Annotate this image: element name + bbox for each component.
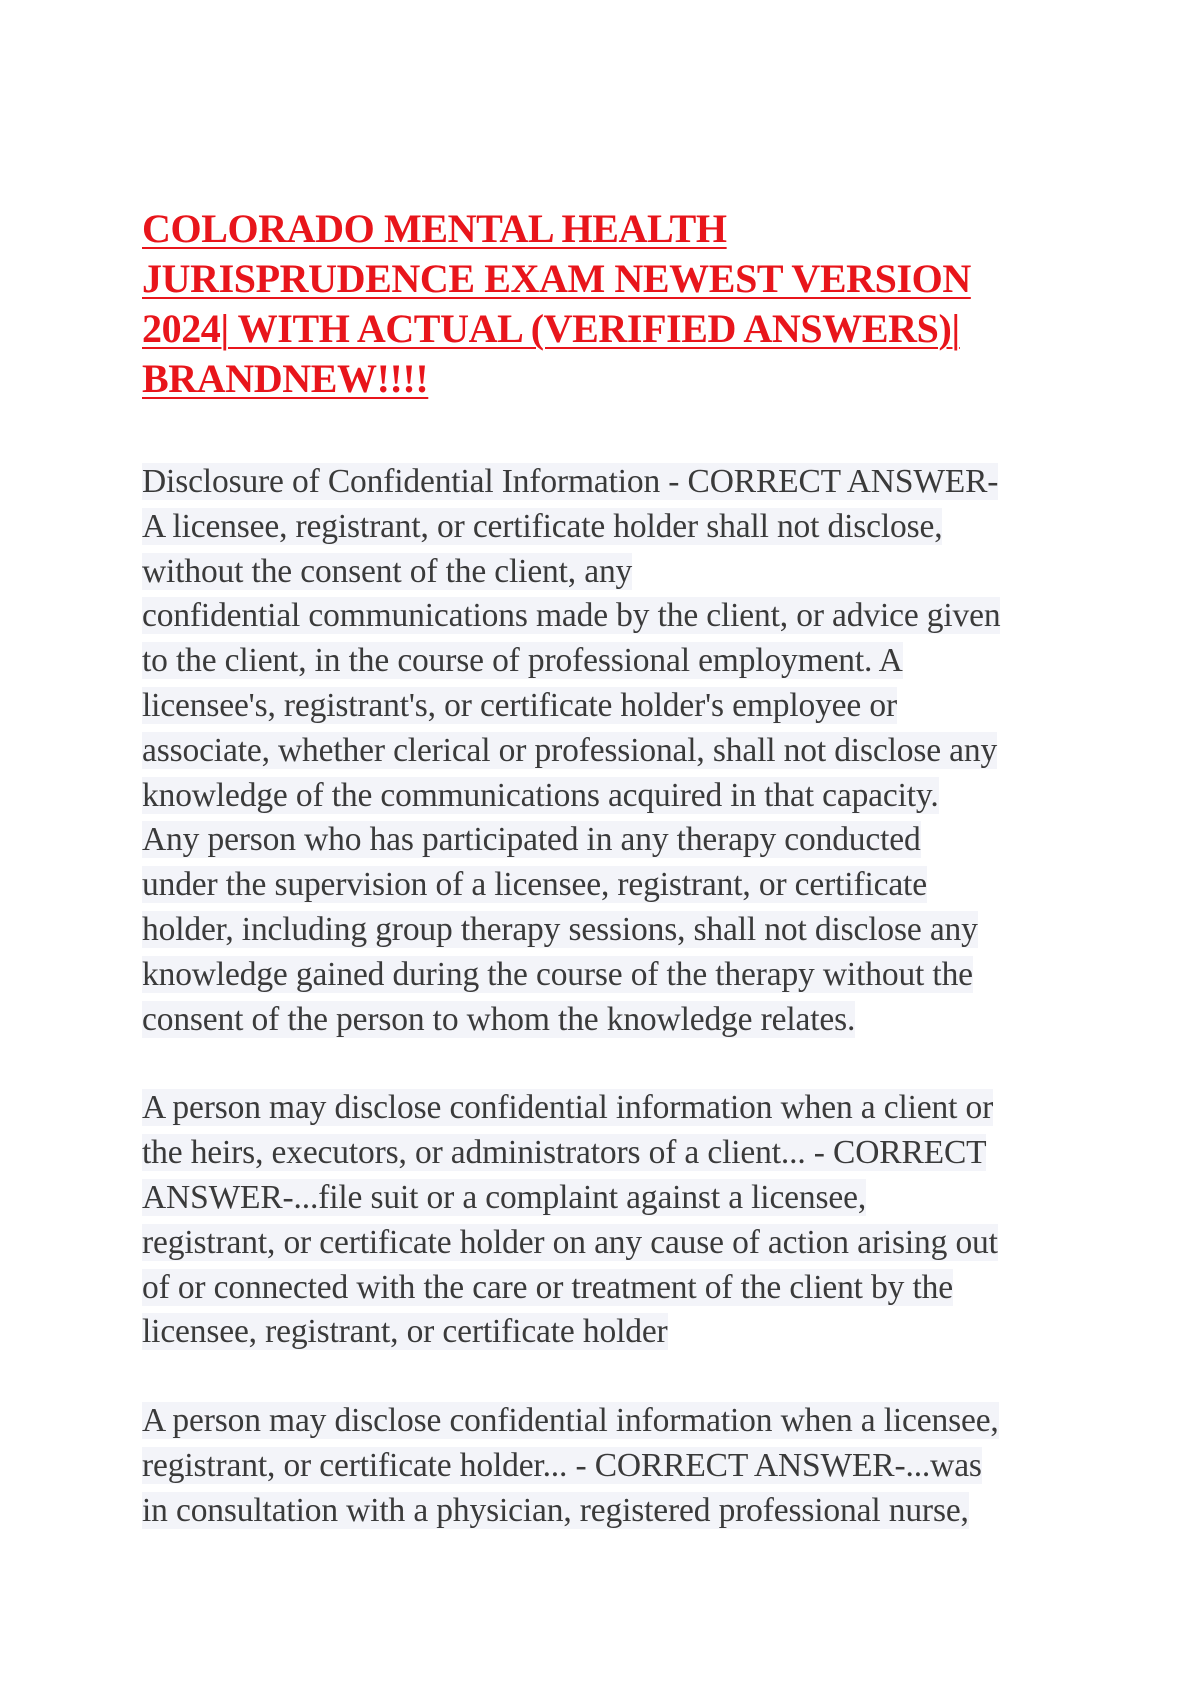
qa-line: knowledge gained during the course of the therapy without the (142, 955, 973, 993)
document-content (142, 204, 1062, 1578)
qa-item-disclosure-confidential-information (142, 460, 1062, 1042)
qa-line: the heirs, executors, or administrators of a client... - CORRECT (142, 1134, 987, 1172)
qa-line: A person may disclose confidential information when a licensee, (142, 1402, 999, 1440)
qa-line: in consultation with a physician, registered professional nurse, (142, 1491, 969, 1529)
qa-line: ANSWER-...file suit or a complaint against a licensee, (142, 1178, 867, 1216)
qa-line: associate, whether clerical or professional, shall not disclose any (142, 731, 998, 769)
qa-line: licensee's, registrant's, or certificate holder's employee or (142, 686, 897, 724)
qa-line: licensee, registrant, or certificate holder (142, 1313, 668, 1351)
qa-line: consent of the person to whom the knowledge relates. (142, 1000, 856, 1038)
qa-line: registrant, or certificate holder... - CORRECT ANSWER-...was (142, 1446, 982, 1484)
title-line: COLORADO MENTAL HEALTH (142, 206, 727, 251)
qa-line: Any person who has participated in any therapy conducted (142, 821, 921, 859)
qa-line: confidential communications made by the client, or advice given (142, 597, 1001, 635)
qa-line: A person may disclose confidential information when a client or (142, 1089, 994, 1127)
qa-line: under the supervision of a licensee, registrant, or certificate (142, 866, 927, 904)
qa-line: without the consent of the client, any (142, 552, 633, 590)
qa-line: registrant, or certificate holder on any cause of action arising out (142, 1223, 998, 1261)
qa-line: Disclosure of Confidential Information - CORRECT ANSWER- (142, 463, 999, 500)
title-line: JURISPRUDENCE EXAM NEWEST VERSION (142, 256, 971, 301)
title-line: 2024| WITH ACTUAL (VERIFIED ANSWERS)| (142, 306, 960, 351)
qa-line: of or connected with the care or treatment of the client by the (142, 1268, 953, 1306)
qa-line: knowledge of the communications acquired in that capacity. (142, 776, 939, 814)
qa-list (142, 460, 1062, 1534)
qa-line: A licensee, registrant, or certificate holder shall not disclose, (142, 507, 943, 545)
qa-item-disclosure-consultation (142, 1399, 1062, 1533)
qa-item-disclosure-client-suit (142, 1086, 1062, 1355)
qa-line: to the client, in the course of professional employment. A (142, 642, 903, 680)
title-line: BRANDNEW!!!! (142, 356, 429, 401)
qa-line: holder, including group therapy sessions, shall not disclose any (142, 910, 978, 948)
document-title (142, 204, 1062, 404)
